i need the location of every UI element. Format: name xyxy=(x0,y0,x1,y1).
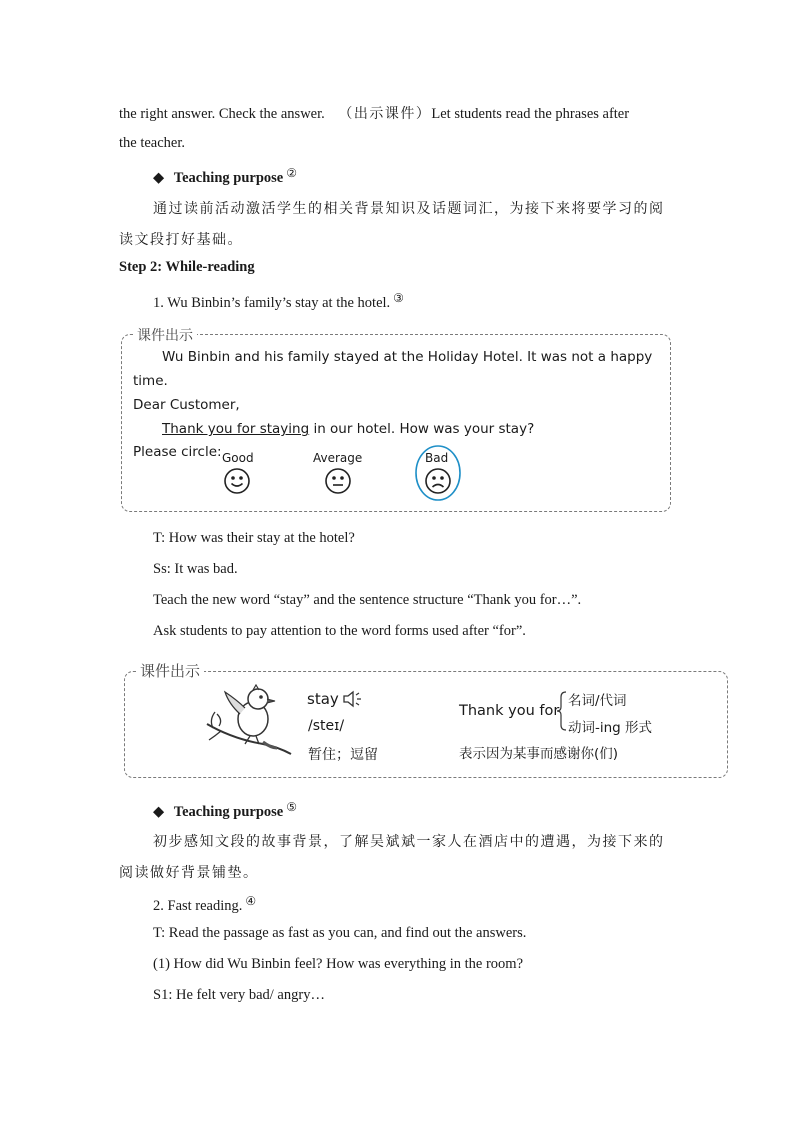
diamond-bullet-icon: ◆ xyxy=(153,804,165,820)
option-verb-ing: 动词-ing 形式 xyxy=(568,720,653,736)
teaching-purpose-heading xyxy=(153,166,297,187)
box-text xyxy=(162,421,534,437)
footnote-mark: ⑤ xyxy=(286,800,297,814)
underlined-phrase: Thank you for staying xyxy=(162,421,310,437)
please-circle-label: Please circle: xyxy=(133,444,222,460)
neutral-face-icon[interactable] xyxy=(324,467,352,495)
teaching-purpose-heading xyxy=(153,800,297,821)
footnote-mark: ③ xyxy=(393,291,404,305)
text-segment: the right answer. Check the answer. xyxy=(119,106,325,122)
explanation: 表示因为某事而感谢你(们) xyxy=(459,746,619,762)
item-heading xyxy=(153,291,404,312)
box-text: Dear Customer, xyxy=(133,397,240,413)
purpose-text: 阅读做好背景铺垫。 xyxy=(119,865,259,881)
courseware-tag: 课件出示 xyxy=(133,325,197,345)
sad-face-icon[interactable] xyxy=(424,467,452,495)
vocab-phonetic: /steɪ/ xyxy=(308,718,345,734)
item-text: 2. Fast reading. xyxy=(153,898,243,914)
purpose-text: 通过读前活动激活学生的相关背景知识及话题词汇，为接下来将要学习的阅 xyxy=(153,201,665,217)
bird-icon xyxy=(203,684,295,762)
dialog-line: Teach the new word “stay” and the sentence structure “Thank you for…”. xyxy=(153,592,582,608)
purpose-text: 初步感知文段的故事背景，了解吴斌斌一家人在酒店中的遭遇，为接下来的 xyxy=(153,834,665,850)
item-heading xyxy=(153,894,256,915)
footnote-mark: ④ xyxy=(245,894,257,908)
box-text: time. xyxy=(133,373,168,389)
face-label-average: Average xyxy=(313,451,363,465)
face-label-good: Good xyxy=(222,451,254,465)
dialog-line: T: Read the passage as fast as you can, and find out the answers. xyxy=(153,925,527,941)
text-segment: in our hotel. How was your stay? xyxy=(309,421,535,437)
brace-icon xyxy=(556,690,568,732)
dialog-line: (1) How did Wu Binbin feel? How was everything in the room? xyxy=(153,956,524,972)
dialog-line: T: How was their stay at the hotel? xyxy=(153,530,355,546)
dialog-line: Ask students to pay attention to the word forms used after “for”. xyxy=(153,623,526,639)
footnote-mark: ② xyxy=(286,166,297,180)
text-segment: Let students read the phrases after xyxy=(431,106,630,122)
heading-label: Teaching purpose xyxy=(173,170,284,186)
paragraph-line xyxy=(119,103,629,123)
dialog-line: S1: He felt very bad/ angry… xyxy=(153,987,325,1003)
speaker-icon[interactable] xyxy=(342,689,366,709)
text-segment: （出示课件） xyxy=(338,106,432,122)
face-label-bad: Bad xyxy=(425,451,449,465)
diamond-bullet-icon: ◆ xyxy=(153,170,165,186)
box-text: Wu Binbin and his family stayed at the Holiday Hotel. It was not a happy xyxy=(162,349,653,365)
option-noun: 名词/代词 xyxy=(568,693,627,709)
purpose-text: 读文段打好基础。 xyxy=(119,232,243,248)
heading-label: Teaching purpose xyxy=(173,804,284,820)
courseware-tag: 课件出示 xyxy=(136,660,204,681)
thank-you-for: Thank you for xyxy=(459,703,560,719)
vocab-word: stay xyxy=(307,690,339,708)
happy-face-icon[interactable] xyxy=(223,467,251,495)
item-text: 1. Wu Binbin’s family’s stay at the hotel. xyxy=(153,295,391,311)
vocab-meaning: 暂住；逗留 xyxy=(308,747,378,763)
step-heading: Step 2: While-reading xyxy=(119,259,255,275)
paragraph-line: the teacher. xyxy=(119,135,186,151)
dialog-line: Ss: It was bad. xyxy=(153,561,238,577)
